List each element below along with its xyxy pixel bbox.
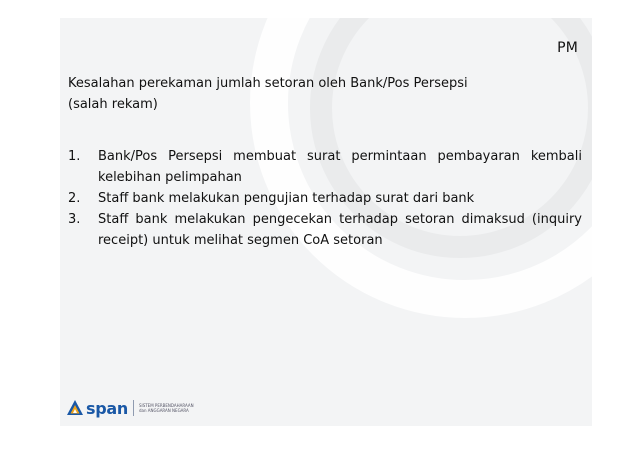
slide	[60, 18, 592, 426]
slide-badge: PM	[557, 40, 578, 56]
span-logo-icon	[66, 399, 84, 417]
list-item-number: 1.	[68, 149, 81, 164]
heading-line-1: Kesalahan perekaman jumlah setoran oleh Bank/Pos Persepsi	[68, 76, 468, 91]
slide-heading	[68, 73, 568, 115]
logo-tagline-line-2: dan ANGGARAN NEGARA	[138, 408, 189, 413]
steps-list	[68, 146, 582, 251]
list-item-text: Staff bank melakukan pengujian terhadap surat dari bank	[98, 191, 475, 206]
list-item-number: 3.	[68, 212, 81, 227]
list-item-text: Staff bank melakukan pengecekan terhadap setoran dimaksud (inquiry receipt) untuk melihat segmen CoA setoran	[98, 212, 582, 248]
logo-tagline	[139, 403, 194, 413]
list-item	[68, 188, 582, 209]
list-item-text: Bank/Pos Persepsi membuat surat permintaan pembayaran kembali kelebihan pelimpahan	[98, 149, 582, 185]
list-item	[68, 146, 582, 188]
list-item	[68, 209, 582, 251]
logo-tagline-line-1: SISTEM PERBENDAHARAAN	[138, 403, 194, 408]
logo-wordmark: span	[86, 398, 128, 418]
list-item-number: 2.	[68, 191, 81, 206]
span-logo	[66, 398, 194, 418]
heading-line-2: (salah rekam)	[68, 97, 158, 112]
logo-divider	[133, 400, 134, 416]
